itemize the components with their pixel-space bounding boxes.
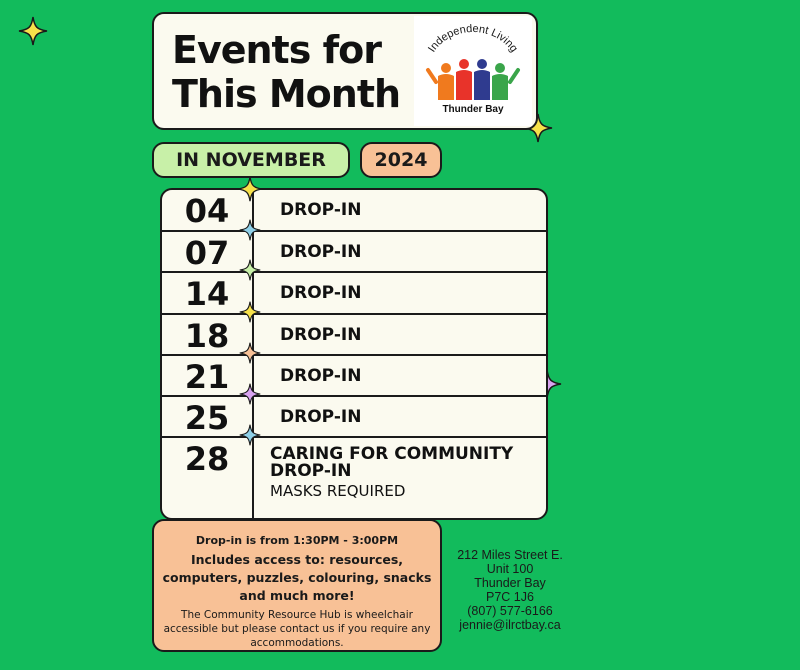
sparkle-star-icon [239,219,261,241]
address-city: Thunder Bay [474,576,546,590]
year-pill: 2024 [360,142,442,178]
event-day: 25 [184,399,230,437]
event-row [162,395,546,437]
title-card [152,12,538,130]
event-day: 07 [184,234,230,272]
sparkle-star-icon [239,383,261,405]
accessibility-note: The Community Resource Hub is wheelchair accessible but please contact us if you require any accommodations. [163,609,431,649]
month-pill: IN NOVEMBER [152,142,350,178]
event-day: 18 [184,317,230,355]
sparkle-star-icon [239,259,261,281]
event-day: 14 [184,275,230,313]
sparkle-star-icon [239,342,261,364]
sparkle-star-icon [237,176,263,202]
event-title: DROP-IN [280,242,362,262]
event-day: 04 [184,192,230,230]
event-row [162,271,546,313]
events-list [160,188,548,520]
event-title: DROP-IN [280,407,362,427]
contact-address [446,548,574,632]
info-box [152,519,442,652]
page-title [172,28,400,116]
address-street: 212 Miles Street E. [457,548,563,562]
svg-text:Independent Living [426,23,520,55]
address-postal: P7C 1J6 [486,590,534,604]
event-row [162,190,546,232]
address-unit: Unit 100 [486,562,534,576]
contact-email: jennie@ilrctbay.ca [459,618,561,632]
event-row [162,230,546,272]
event-title: DROP-IN [280,325,362,345]
sparkle-star-icon [239,301,261,323]
event-day: 21 [184,358,230,396]
event-day: 28 [184,440,230,478]
organization-logo [414,16,532,126]
logo-name: Independent Living [425,22,520,55]
drop-in-hours: Drop-in is from 1:30PM - 3:00PM [195,534,399,547]
people-group-logo-icon [414,16,532,104]
event-title: DROP-IN [280,366,362,386]
title-line-2: This Month [172,72,401,116]
event-title: CARING FOR COMMUNITY DROP-IN [270,444,514,481]
logo-city: Thunder Bay [442,104,504,115]
sparkle-star-icon [18,16,48,46]
event-title: DROP-IN [280,200,362,220]
event-note: MASKS REQUIRED [270,482,406,500]
contact-phone: (807) 577-6166 [467,604,553,618]
title-line-1: Events for [172,28,381,72]
event-row [162,354,546,396]
event-title: DROP-IN [280,283,362,303]
sparkle-star-icon [239,424,261,446]
included-resources: Includes access to: resources, computers, puzzles, colouring, snacks and much more! [162,552,432,603]
event-row [162,313,546,355]
event-row [162,436,546,520]
